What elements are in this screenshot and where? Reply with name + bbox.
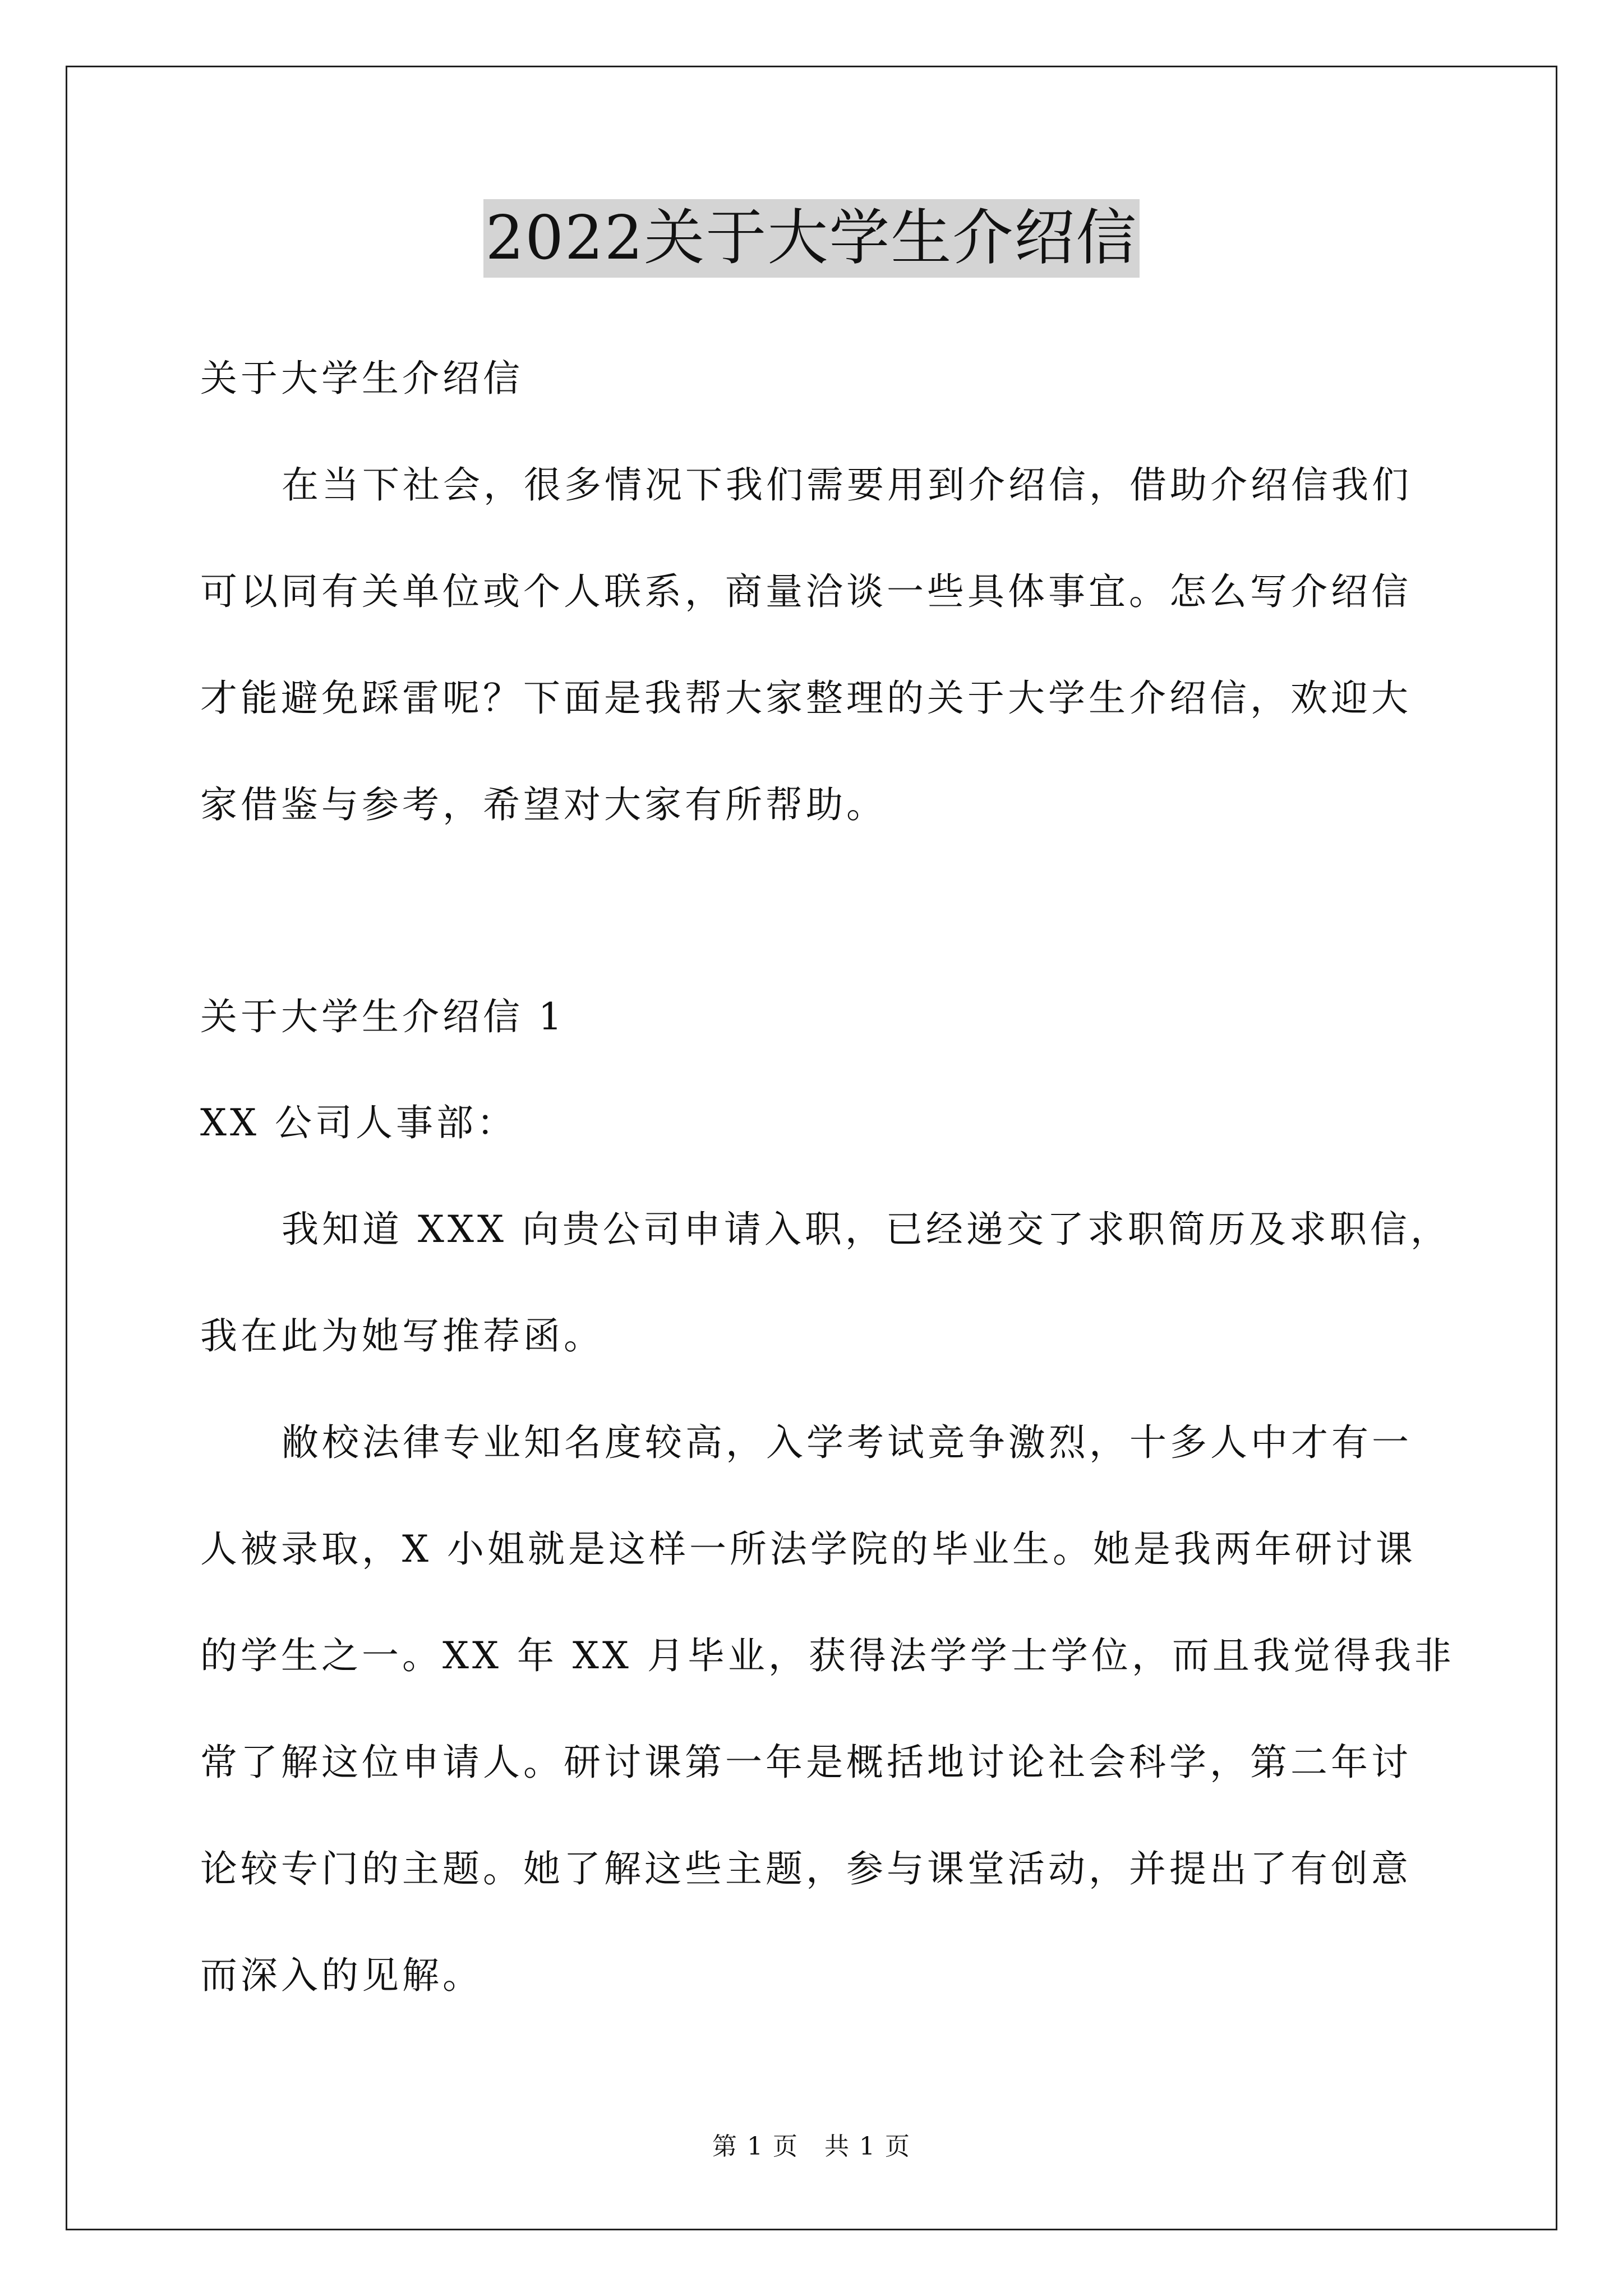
body-paragraph-line: 常了解这位申请人。研讨课第一年是概括地讨论社会科学，第二年讨 xyxy=(200,1741,1412,1784)
intro-heading: 关于大学生介绍信 xyxy=(200,357,523,400)
section-heading: 关于大学生介绍信 1 xyxy=(200,995,565,1038)
document-title: 2022关于大学生介绍信 xyxy=(483,199,1140,278)
page-footer: 第 1 页 共 1 页 xyxy=(712,2132,911,2161)
body-paragraph-line: 而深入的见解。 xyxy=(200,1954,483,1997)
intro-paragraph-line: 才能避免踩雷呢？下面是我帮大家整理的关于大学生介绍信，欢迎大 xyxy=(200,677,1412,720)
body-paragraph-line: 我知道 XXX 向贵公司申请入职，已经递交了求职简历及求职信， xyxy=(282,1208,1451,1251)
salutation: XX 公司人事部： xyxy=(200,1101,517,1144)
body-paragraph-line: 人被录取，X 小姐就是这样一所法学院的毕业生。她是我两年研讨课 xyxy=(200,1527,1416,1571)
body-paragraph-line: 敝校法律专业知名度较高，入学考试竞争激烈，十多人中才有一 xyxy=(282,1421,1412,1464)
title-container xyxy=(0,199,1623,278)
body-paragraph-line: 的学生之一。XX 年 XX 月毕业，获得法学学士学位，而且我觉得我非 xyxy=(200,1634,1455,1677)
body-paragraph-line: 我在此为她写推荐函。 xyxy=(200,1314,604,1358)
intro-paragraph-line: 在当下社会，很多情况下我们需要用到介绍信，借助介绍信我们 xyxy=(282,463,1412,507)
intro-paragraph-line: 可以同有关单位或个人联系，商量洽谈一些具体事宜。怎么写介绍信 xyxy=(200,570,1412,613)
body-paragraph-line: 论较专门的主题。她了解这些主题，参与课堂活动，并提出了有创意 xyxy=(200,1847,1412,1890)
intro-paragraph-line: 家借鉴与参考，希望对大家有所帮助。 xyxy=(200,783,887,826)
